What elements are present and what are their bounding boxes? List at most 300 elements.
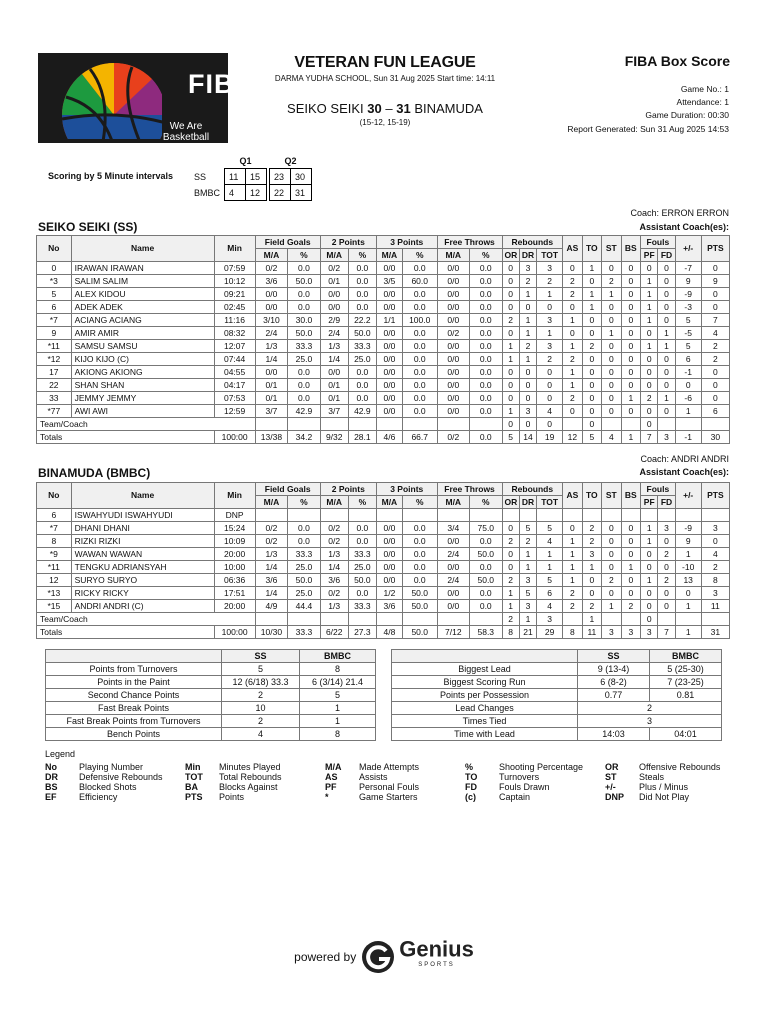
fg-pct: 30.0 (288, 314, 320, 327)
scoring-intervals-table (190, 153, 312, 201)
ft-ma: 3/4 (437, 522, 469, 535)
plus-minus: 1 (675, 600, 701, 613)
legend-desc: Assists (359, 772, 388, 782)
empty-cell (348, 509, 376, 522)
team2-name: BINAMUDA (BMBC) (38, 466, 151, 480)
ft-pct: 75.0 (470, 522, 502, 535)
sub-header-pct: % (470, 496, 502, 509)
ft-ma: 0/2 (437, 327, 469, 340)
def-reb: 3 (519, 262, 536, 275)
off-reb: 0 (502, 392, 519, 405)
player-number: 5 (37, 288, 72, 301)
fouls-drawn: 0 (658, 587, 675, 600)
sub-header-ma: M/A (376, 496, 402, 509)
fouls-drawn: 0 (658, 379, 675, 392)
empty-cell (402, 418, 437, 431)
ft-ma: 0/0 (437, 314, 469, 327)
def-reb: 0 (519, 301, 536, 314)
empty-cell (519, 509, 536, 522)
p3-ma: 0/0 (376, 379, 402, 392)
stat-label: Points per Possession (392, 689, 578, 702)
legend-desc: Playing Number (79, 762, 144, 772)
legend-desc: Game Starters (359, 792, 418, 802)
off-reb: 0 (502, 275, 519, 288)
fouls-drawn: 0 (658, 288, 675, 301)
total-steals: 4 (602, 431, 621, 444)
team1-name: SEIKO SEIKI (SS) (38, 220, 138, 234)
team2-header: BMBC (300, 650, 376, 663)
fiba-logo (38, 53, 255, 143)
def-reb: 1 (519, 288, 536, 301)
p2-ma: 0/0 (320, 301, 348, 314)
points: 9 (701, 275, 729, 288)
league-title: VETERAN FUN LEAGUE (294, 54, 476, 71)
p3-pct: 0.0 (402, 353, 437, 366)
assists: 2 (563, 587, 582, 600)
steals: 0 (602, 587, 621, 600)
fouls-drawn: 0 (658, 600, 675, 613)
legend-abbr: No (45, 762, 57, 772)
personal-fouls: 1 (641, 275, 658, 288)
off-reb: 1 (502, 587, 519, 600)
p2-pct: 0.0 (348, 262, 376, 275)
steals: 0 (602, 561, 621, 574)
blocks: 0 (621, 405, 640, 418)
team1-value: 14:03 (578, 728, 650, 741)
interval-score: 12 (246, 185, 267, 201)
p2-ma: 1/4 (320, 353, 348, 366)
team1-value: 0.77 (578, 689, 650, 702)
p2-ma: 0/2 (320, 522, 348, 535)
fouls-drawn: 1 (658, 340, 675, 353)
p2-pct: 33.3 (348, 600, 376, 613)
col-pm-header: +/- (675, 236, 701, 262)
fg-ma: 0/0 (255, 366, 287, 379)
team-comparison-right (391, 649, 722, 741)
stat-label: Bench Points (46, 728, 222, 741)
fg-pct: 0.0 (288, 301, 320, 314)
tot-reb: 1 (537, 327, 563, 340)
p3-pct: 0.0 (402, 327, 437, 340)
p3-ma: 0/0 (376, 288, 402, 301)
p3-ma: 0/0 (376, 340, 402, 353)
p2-pct: 50.0 (348, 574, 376, 587)
legend-desc: Captain (499, 792, 531, 802)
turnovers: 2 (582, 535, 601, 548)
col-ft-header: Free Throws (437, 483, 502, 496)
points: 3 (701, 522, 729, 535)
player-row (37, 353, 730, 366)
p2-ma: 0/2 (320, 535, 348, 548)
player-row (37, 509, 730, 522)
legend-desc: Efficiency (79, 792, 118, 802)
team1-value: 10 (222, 702, 300, 715)
fg-pct: 50.0 (288, 327, 320, 340)
player-number: 6 (37, 301, 72, 314)
p3-pct: 0.0 (402, 366, 437, 379)
total-blocks: 3 (621, 626, 640, 639)
minutes: 20:00 (214, 600, 255, 613)
empty-cell (437, 613, 469, 626)
off-reb: 0 (502, 522, 519, 535)
col-bs-header: BS (621, 236, 640, 262)
points: 7 (701, 314, 729, 327)
points: 0 (701, 379, 729, 392)
p3-pct: 0.0 (402, 574, 437, 587)
team2-value: 8 (300, 728, 376, 741)
col-pts-header: PTS (701, 236, 729, 262)
personal-fouls: 1 (641, 522, 658, 535)
legend-abbr: OR (605, 762, 619, 772)
fg-ma: 0/1 (255, 392, 287, 405)
p3-pct: 0.0 (402, 262, 437, 275)
player-row (37, 262, 730, 275)
interval-score: 11 (225, 169, 246, 185)
minutes: 02:45 (214, 301, 255, 314)
p2-ma: 1/3 (320, 548, 348, 561)
turnovers: 2 (582, 340, 601, 353)
total-fg-ma: 10/30 (255, 626, 287, 639)
fg-pct: 50.0 (288, 275, 320, 288)
dnp-label: DNP (214, 509, 255, 522)
total-p3-pct: 50.0 (402, 626, 437, 639)
fg-ma: 3/6 (255, 275, 287, 288)
p2-ma: 1/3 (320, 340, 348, 353)
p3-pct: 50.0 (402, 587, 437, 600)
player-row (37, 535, 730, 548)
ft-pct: 0.0 (470, 314, 502, 327)
off-reb: 1 (502, 600, 519, 613)
legend-row (44, 772, 744, 782)
stat-label: Points from Turnovers (46, 663, 222, 676)
personal-fouls: 1 (641, 288, 658, 301)
fg-ma: 0/2 (255, 262, 287, 275)
plus-minus: -9 (675, 288, 701, 301)
legend-abbr: * (325, 792, 329, 802)
blocks: 1 (621, 561, 640, 574)
assists: 1 (563, 379, 582, 392)
total-turnovers: 5 (582, 431, 601, 444)
player-row (37, 392, 730, 405)
empty-cell (348, 418, 376, 431)
col-fg-header: Field Goals (255, 483, 320, 496)
p2-pct: 0.0 (348, 587, 376, 600)
player-row (37, 405, 730, 418)
legend-abbr: TO (465, 772, 478, 782)
tot-reb: 4 (537, 405, 563, 418)
minutes: 04:17 (214, 379, 255, 392)
total-assists: 8 (563, 626, 582, 639)
p3-ma: 3/6 (376, 600, 402, 613)
blocks: 0 (621, 574, 640, 587)
points: 4 (701, 548, 729, 561)
assists: 0 (563, 522, 582, 535)
assists: 2 (563, 600, 582, 613)
p2-pct: 33.3 (348, 340, 376, 353)
report-generated: Report Generated: Sun 31 Aug 2025 14:53 (567, 124, 729, 134)
sub-header-pct: % (470, 249, 502, 262)
off-reb: 0 (502, 379, 519, 392)
player-number: *11 (37, 561, 72, 574)
blocks (621, 418, 640, 431)
def-reb: 0 (519, 392, 536, 405)
col-no-header: No (37, 483, 72, 509)
comparison-row (392, 728, 722, 741)
legend-desc: Made Attempts (359, 762, 420, 772)
total-blocks: 1 (621, 431, 640, 444)
off-reb: 1 (502, 353, 519, 366)
fg-pct: 42.9 (288, 405, 320, 418)
ft-pct: 0.0 (470, 392, 502, 405)
comparison-row (392, 689, 722, 702)
p2-pct: 25.0 (348, 353, 376, 366)
ft-pct: 0.0 (470, 288, 502, 301)
points: 0 (701, 392, 729, 405)
def-reb: 0 (519, 418, 536, 431)
fg-pct: 0.0 (288, 522, 320, 535)
minutes: 06:36 (214, 574, 255, 587)
blocks: 0 (621, 587, 640, 600)
p3-ma: 3/5 (376, 275, 402, 288)
col-reb-header: Rebounds (502, 236, 563, 249)
fg-pct: 0.0 (288, 366, 320, 379)
legend-abbr: Min (185, 762, 201, 772)
fg-ma: 0/0 (255, 301, 287, 314)
legend-desc: Steals (639, 772, 665, 782)
total-fouls-drawn: 7 (658, 626, 675, 639)
blocks: 0 (621, 535, 640, 548)
legend-desc: Minutes Played (219, 762, 281, 772)
genius-wordmark: Genius (399, 936, 474, 962)
col-2pt-header: 2 Points (320, 236, 376, 249)
legend-table (44, 762, 744, 802)
legend-abbr: PTS (185, 792, 203, 802)
ft-pct: 0.0 (470, 301, 502, 314)
player-number: 22 (37, 379, 72, 392)
total-p2-ma: 6/22 (320, 626, 348, 639)
col-reb-header: Rebounds (502, 483, 563, 496)
team2-value: 0.81 (650, 689, 722, 702)
player-name: SALIM SALIM (71, 275, 214, 288)
p3-pct: 100.0 (402, 314, 437, 327)
player-name: RICKY RICKY (71, 587, 214, 600)
legend-desc: Offensive Rebounds (639, 762, 721, 772)
blocks: 0 (621, 275, 640, 288)
col-as-header: AS (563, 483, 582, 509)
ft-pct: 0.0 (470, 275, 502, 288)
steals: 0 (602, 366, 621, 379)
tot-reb: 1 (537, 561, 563, 574)
total-fg-ma: 13/38 (255, 431, 287, 444)
fg-ma: 1/4 (255, 587, 287, 600)
assists (563, 613, 582, 626)
steals: 0 (602, 522, 621, 535)
def-reb: 1 (519, 561, 536, 574)
turnovers: 1 (582, 288, 601, 301)
points: 2 (701, 561, 729, 574)
plus-minus: -1 (675, 366, 701, 379)
blocks: 1 (621, 392, 640, 405)
fouls-drawn (658, 418, 675, 431)
total-tot-reb: 19 (537, 431, 563, 444)
turnovers: 0 (582, 418, 601, 431)
assists (563, 418, 582, 431)
empty-cell (641, 509, 658, 522)
player-name: JEMMY JEMMY (71, 392, 214, 405)
col-fg-header: Field Goals (255, 236, 320, 249)
ft-pct: 0.0 (470, 535, 502, 548)
powered-by-text: powered by (294, 950, 357, 964)
tot-reb: 0 (537, 392, 563, 405)
total-fg-pct: 33.3 (288, 626, 320, 639)
blocks: 0 (621, 522, 640, 535)
turnovers: 0 (582, 366, 601, 379)
ft-pct: 50.0 (470, 548, 502, 561)
ft-pct: 0.0 (470, 600, 502, 613)
blocks (621, 613, 640, 626)
team-comparison-left (45, 649, 376, 741)
tot-reb: 0 (537, 418, 563, 431)
p2-ma: 0/1 (320, 275, 348, 288)
personal-fouls: 0 (641, 379, 658, 392)
player-name: DHANI DHANI (71, 522, 214, 535)
home-team-name: SEIKO SEIKI (287, 101, 364, 116)
off-reb: 1 (502, 405, 519, 418)
p3-pct: 0.0 (402, 301, 437, 314)
legend-desc: Plus / Minus (639, 782, 689, 792)
stat-label: Biggest Scoring Run (392, 676, 578, 689)
points: 4 (701, 327, 729, 340)
legend-abbr: BS (45, 782, 58, 792)
p3-pct: 0.0 (402, 522, 437, 535)
totals-label: Totals (37, 431, 215, 444)
basketball-logo-icon (42, 57, 162, 139)
col-ft-header: Free Throws (437, 236, 502, 249)
stat-label: Biggest Lead (392, 663, 578, 676)
def-reb: 3 (519, 405, 536, 418)
fiba-wordmark: FIBA (188, 69, 255, 99)
player-name: KIJO KIJO (C) (71, 353, 214, 366)
blocks: 0 (621, 288, 640, 301)
personal-fouls: 1 (641, 535, 658, 548)
comparison-row (392, 676, 722, 689)
col-min-header: Min (214, 483, 255, 509)
player-row (37, 379, 730, 392)
player-name: ANDRI ANDRI (C) (71, 600, 214, 613)
points: 0 (701, 288, 729, 301)
player-number: *9 (37, 548, 72, 561)
total-off-reb: 5 (502, 431, 519, 444)
ft-ma: 0/0 (437, 262, 469, 275)
steals: 0 (602, 405, 621, 418)
p2-pct: 0.0 (348, 301, 376, 314)
turnovers: 0 (582, 327, 601, 340)
player-number: 17 (37, 366, 72, 379)
turnovers: 0 (582, 587, 601, 600)
assists: 0 (563, 301, 582, 314)
box-score-title: FIBA Box Score (624, 53, 730, 69)
sub-header-fd: FD (658, 496, 675, 509)
plus-minus: 5 (675, 314, 701, 327)
comparison-row (392, 663, 722, 676)
team1-value: 6 (8-2) (578, 676, 650, 689)
stat-label: Times Tied (392, 715, 578, 728)
empty-cell (470, 613, 502, 626)
team-coach-row (37, 418, 730, 431)
empty-cell (255, 613, 287, 626)
p2-ma: 0/2 (320, 587, 348, 600)
minutes: 04:55 (214, 366, 255, 379)
player-name: ISWAHYUDI ISWAHYUDI (71, 509, 214, 522)
col-name-header: Name (71, 483, 214, 509)
ft-ma: 0/0 (437, 392, 469, 405)
col-no-header: No (37, 236, 72, 262)
fg-ma: 0/0 (255, 288, 287, 301)
fg-ma: 1/3 (255, 548, 287, 561)
p3-pct: 0.0 (402, 379, 437, 392)
tot-reb: 5 (537, 522, 563, 535)
col-fouls-header: Fouls (641, 236, 676, 249)
steals: 0 (602, 535, 621, 548)
tot-reb: 4 (537, 535, 563, 548)
genius-logo-icon (361, 940, 395, 974)
ft-ma: 0/0 (437, 379, 469, 392)
legend-row (44, 792, 744, 802)
turnovers: 3 (582, 548, 601, 561)
def-reb: 3 (519, 600, 536, 613)
def-reb: 0 (519, 379, 536, 392)
fiba-tagline: We Are Basketball (162, 121, 210, 143)
def-reb: 1 (519, 327, 536, 340)
away-score: 31 (396, 101, 411, 116)
points (701, 418, 729, 431)
fg-pct: 25.0 (288, 587, 320, 600)
assists: 2 (563, 392, 582, 405)
p3-pct: 0.0 (402, 405, 437, 418)
player-name: AWI AWI (71, 405, 214, 418)
plus-minus: 1 (675, 405, 701, 418)
sub-header-ma: M/A (255, 249, 287, 262)
fouls-drawn: 0 (658, 353, 675, 366)
minutes: 12:07 (214, 340, 255, 353)
fg-ma: 3/6 (255, 574, 287, 587)
player-name: SURYO SURYO (71, 574, 214, 587)
plus-minus: -10 (675, 561, 701, 574)
p3-pct: 0.0 (402, 535, 437, 548)
sub-header-pct: % (288, 496, 320, 509)
minutes: 20:00 (214, 548, 255, 561)
points: 0 (701, 535, 729, 548)
fouls-drawn: 1 (658, 392, 675, 405)
empty-cell (288, 509, 320, 522)
player-name: IRAWAN IRAWAN (71, 262, 214, 275)
player-row (37, 522, 730, 535)
empty-cell (701, 509, 729, 522)
team2-value: 5 (25-30) (650, 663, 722, 676)
fg-pct: 44.4 (288, 600, 320, 613)
sub-header-pct: % (348, 496, 376, 509)
team-coach-label: Team/Coach (37, 613, 256, 626)
team2-header: BMBC (650, 650, 722, 663)
fouls-drawn: 0 (658, 535, 675, 548)
legend-abbr: % (465, 762, 474, 772)
ft-ma: 0/0 (437, 587, 469, 600)
col-name-header: Name (71, 236, 214, 262)
empty-cell (658, 509, 675, 522)
off-reb: 2 (502, 314, 519, 327)
fg-ma: 0/2 (255, 535, 287, 548)
personal-fouls: 1 (641, 340, 658, 353)
